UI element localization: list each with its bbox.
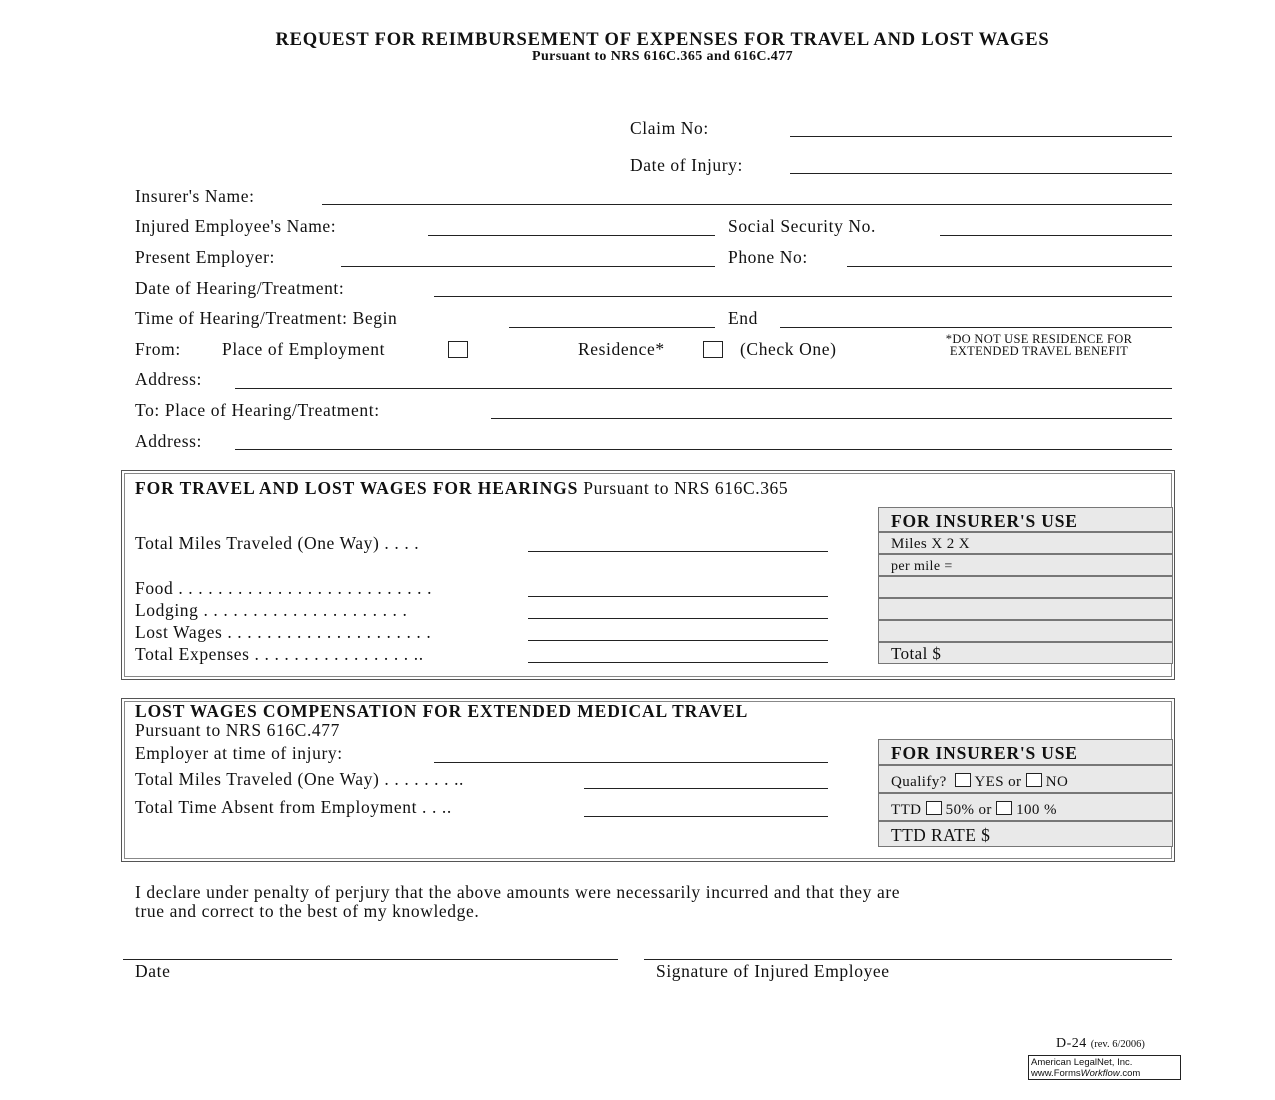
food-label: Food . . . . . . . . . . . . . . . . . . . . . . . . . . bbox=[135, 578, 433, 598]
residence-note-line2: EXTENDED TRAVEL BENEFIT bbox=[949, 344, 1129, 358]
date-of-hearing-field[interactable] bbox=[434, 296, 1172, 297]
form-revision: (rev. 6/2006) bbox=[1090, 1039, 1145, 1050]
total-expenses-field[interactable] bbox=[528, 662, 828, 663]
hearings-heading-rest: Pursuant to NRS 616C.365 bbox=[583, 478, 789, 498]
place-of-employment-checkbox[interactable] bbox=[448, 341, 468, 358]
qualify-no-label: NO bbox=[1045, 774, 1069, 790]
date-label: Date bbox=[135, 961, 171, 981]
check-one-label: (Check One) bbox=[740, 339, 837, 359]
employer-at-injury-label: Employer at time of injury: bbox=[135, 743, 343, 763]
qualify-cell bbox=[878, 765, 1173, 793]
form-code bbox=[1056, 1034, 1145, 1052]
extended-insurer-heading: FOR INSURER'S USE bbox=[878, 739, 1173, 765]
ttd-cell bbox=[878, 793, 1173, 821]
employee-signature-line[interactable] bbox=[644, 959, 1172, 960]
total-expenses-label: Total Expenses . . . . . . . . . . . . . . . . .. bbox=[135, 644, 424, 664]
residence-label: Residence* bbox=[578, 339, 665, 359]
insurer-per-mile-cell: per mile = bbox=[878, 554, 1173, 576]
lodging-field[interactable] bbox=[528, 618, 828, 619]
signature-label: Signature of Injured Employee bbox=[656, 961, 890, 981]
claim-no-label: Claim No: bbox=[630, 118, 709, 138]
legalnet-suffix: .com bbox=[1119, 1068, 1141, 1079]
date-of-injury-field[interactable] bbox=[790, 173, 1172, 174]
ttd-100-label: 100 % bbox=[1016, 802, 1057, 818]
injured-employee-name-field[interactable] bbox=[428, 235, 715, 236]
present-employer-field[interactable] bbox=[341, 266, 715, 267]
injured-employee-name-label: Injured Employee's Name: bbox=[135, 216, 337, 236]
to-place-field[interactable] bbox=[491, 418, 1172, 419]
date-signature-line[interactable] bbox=[123, 959, 618, 960]
from-address-label: Address: bbox=[135, 369, 203, 389]
legalnet-line1: American LegalNet, Inc. bbox=[1031, 1057, 1133, 1068]
to-address-label: Address: bbox=[135, 431, 203, 451]
lost-wages-field[interactable] bbox=[528, 640, 828, 641]
hearings-miles-field[interactable] bbox=[528, 551, 828, 552]
form-title: REQUEST FOR REIMBURSEMENT OF EXPENSES FOR TRAVEL AND LOST WAGES bbox=[275, 30, 1050, 50]
form-code-text: D-24 bbox=[1056, 1036, 1087, 1051]
extended-subheading: Pursuant to NRS 616C.477 bbox=[135, 720, 340, 740]
place-of-employment-label: Place of Employment bbox=[222, 339, 386, 359]
legalnet-italic: Workflow bbox=[1080, 1068, 1120, 1079]
insurer-total-cell: Total $ bbox=[878, 642, 1173, 664]
hearings-miles-label: Total Miles Traveled (One Way) . . . . bbox=[135, 533, 420, 553]
lodging-label: Lodging . . . . . . . . . . . . . . . . . . . . . bbox=[135, 600, 408, 620]
date-of-injury-label: Date of Injury: bbox=[630, 155, 743, 175]
from-address-field[interactable] bbox=[235, 388, 1172, 389]
present-employer-label: Present Employer: bbox=[135, 247, 275, 267]
food-field[interactable] bbox=[528, 596, 828, 597]
form-subtitle: Pursuant to NRS 616C.365 and 616C.477 bbox=[532, 49, 793, 64]
to-address-field[interactable] bbox=[235, 449, 1172, 450]
residence-note bbox=[905, 333, 1173, 357]
ttd-rate-cell: TTD RATE $ bbox=[878, 821, 1173, 847]
phone-label: Phone No: bbox=[728, 247, 808, 267]
insurer-name-field[interactable] bbox=[322, 204, 1172, 205]
to-place-label: To: Place of Hearing/Treatment: bbox=[135, 400, 380, 420]
residence-note-line1: *DO NOT USE RESIDENCE FOR bbox=[945, 332, 1133, 346]
from-label: From: bbox=[135, 339, 181, 359]
qualify-yes-checkbox[interactable] bbox=[955, 773, 971, 787]
time-absent-label: Total Time Absent from Employment . . .. bbox=[135, 797, 452, 817]
hearings-heading-bold: FOR TRAVEL AND LOST WAGES FOR HEARINGS bbox=[135, 478, 579, 498]
ssn-label: Social Security No. bbox=[728, 216, 876, 236]
date-of-hearing-label: Date of Hearing/Treatment: bbox=[135, 278, 345, 298]
qualify-label: Qualify? bbox=[891, 774, 947, 790]
legalnet-line2 bbox=[1031, 1068, 1178, 1079]
extended-miles-field[interactable] bbox=[584, 788, 828, 789]
claim-no-field[interactable] bbox=[790, 136, 1172, 137]
qualify-no-checkbox[interactable] bbox=[1026, 773, 1042, 787]
insurer-food-cell bbox=[878, 576, 1173, 598]
end-label: End bbox=[728, 308, 758, 328]
insurer-lost-wages-cell bbox=[878, 620, 1173, 642]
hearings-heading bbox=[135, 478, 788, 498]
residence-checkbox[interactable] bbox=[703, 341, 723, 358]
lost-wages-label: Lost Wages . . . . . . . . . . . . . . . . . . . . . bbox=[135, 622, 432, 642]
time-of-hearing-label: Time of Hearing/Treatment: Begin bbox=[135, 308, 398, 328]
declaration-line1: I declare under penalty of perjury that the above amounts were necessarily incurred and that they are bbox=[135, 882, 901, 902]
legalnet-prefix: www.Forms bbox=[1031, 1068, 1081, 1079]
extended-miles-label: Total Miles Traveled (One Way) . . . . . . . .. bbox=[135, 769, 465, 789]
phone-field[interactable] bbox=[847, 266, 1172, 267]
ssn-field[interactable] bbox=[940, 235, 1172, 236]
ttd-100-checkbox[interactable] bbox=[996, 801, 1012, 815]
employer-at-injury-field[interactable] bbox=[434, 762, 828, 763]
extended-heading: LOST WAGES COMPENSATION FOR EXTENDED MEDICAL TRAVEL bbox=[135, 701, 749, 721]
time-absent-field[interactable] bbox=[584, 816, 828, 817]
qualify-yes-label: YES or bbox=[974, 774, 1022, 790]
legalnet-badge bbox=[1028, 1055, 1181, 1080]
ttd-50-label: 50% or bbox=[945, 802, 992, 818]
insurer-miles-x2-cell: Miles X 2 X bbox=[878, 532, 1173, 554]
ttd-50-checkbox[interactable] bbox=[926, 801, 942, 815]
insurer-name-label: Insurer's Name: bbox=[135, 186, 255, 206]
declaration-line2: true and correct to the best of my knowledge. bbox=[135, 901, 480, 921]
ttd-label: TTD bbox=[891, 802, 922, 818]
time-begin-field[interactable] bbox=[509, 327, 715, 328]
time-end-field[interactable] bbox=[780, 327, 1172, 328]
insurer-lodging-cell bbox=[878, 598, 1173, 620]
hearings-insurer-heading: FOR INSURER'S USE bbox=[878, 507, 1173, 532]
